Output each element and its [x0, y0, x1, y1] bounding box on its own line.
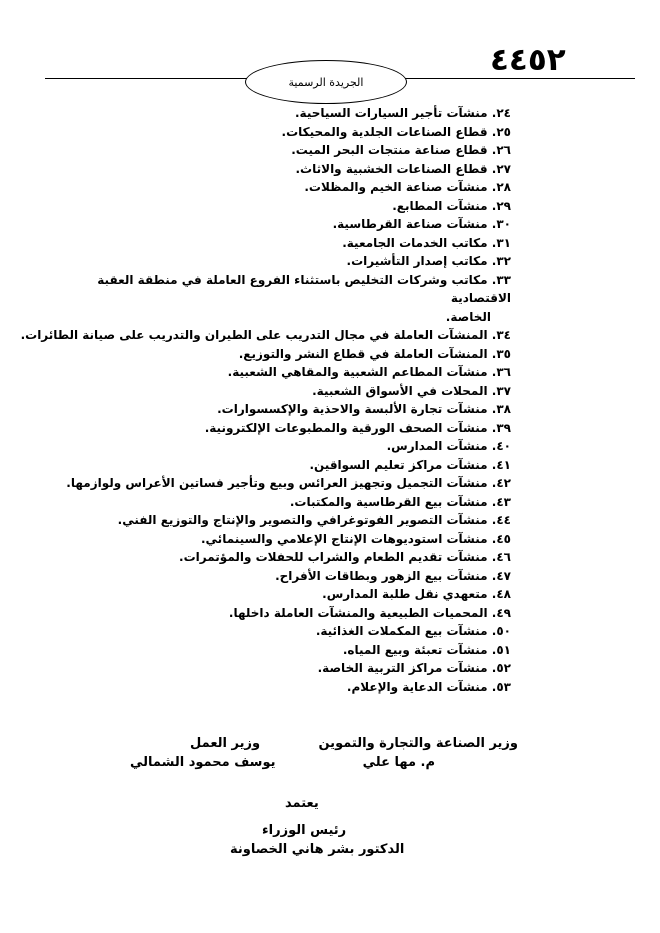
item-number: ٣٨	[496, 402, 511, 416]
list-item	[81, 141, 511, 160]
item-text: منشآت مراكز تعليم السواقين.	[309, 457, 488, 472]
item-separator: .	[487, 180, 497, 194]
item-separator: .	[487, 679, 497, 694]
item-separator: .	[487, 402, 497, 416]
item-text: منشآت استوديوهات الإنتاج الإعلامي والسينمائي.	[200, 531, 488, 546]
item-text: منشآت تقديم الطعام والشراب للحفلات والمؤتمرات.	[179, 550, 488, 564]
list-item	[81, 234, 511, 253]
item-separator: .	[487, 457, 497, 472]
item-text: منشآت صناعة القرطاسية.	[332, 217, 488, 231]
item-text: منشآت تعبئة وبيع المياه.	[342, 642, 488, 657]
item-text: منشآت بيع القرطاسية والمكتبات.	[289, 494, 488, 509]
list-item	[81, 419, 511, 438]
item-number: ٤٣	[496, 494, 511, 509]
item-number: ٣٠	[496, 217, 511, 231]
item-text: المحميات الطبيعية والمنشآت العاملة داخلها.	[228, 605, 488, 620]
list-item	[81, 604, 511, 623]
list-item	[81, 215, 511, 234]
list-item	[81, 400, 511, 419]
prime-minister-title: رئيس الوزراء	[262, 823, 347, 838]
item-text: المنشآت العاملة في مجال التدريب على الطيران والتدريب على صيانة الطائرات.	[20, 328, 488, 342]
item-separator: .	[487, 328, 497, 342]
item-text-continuation: الخاصة.	[445, 309, 491, 324]
item-number: ٣١	[496, 235, 511, 250]
item-separator: .	[487, 476, 497, 490]
item-text: منشآت التصوير الفوتوغرافي والتصوير والإنتاج والتوزيع الفني.	[117, 513, 488, 527]
item-separator: .	[487, 661, 497, 675]
page-number: ٤٤٥٢	[490, 42, 566, 78]
item-separator: .	[487, 161, 497, 176]
item-separator: .	[487, 217, 497, 231]
list-item	[81, 585, 511, 604]
list-item	[81, 363, 511, 382]
item-number: ٥٣	[496, 679, 511, 694]
item-text: مكاتب إصدار التأشيرات.	[346, 254, 488, 268]
item-number: ٤٥	[496, 531, 511, 546]
item-separator: .	[487, 568, 497, 583]
item-number: ٣٧	[496, 383, 511, 398]
list-item	[81, 123, 511, 142]
item-separator: .	[487, 383, 497, 398]
item-text: المحلات في الأسواق الشعبية.	[312, 383, 488, 398]
item-number: ٣٩	[496, 420, 511, 435]
item-number: ٥٢	[496, 661, 511, 675]
list-item	[81, 160, 511, 179]
item-text: منشآت المدارس.	[386, 439, 488, 453]
item-separator: .	[487, 550, 497, 564]
minister-industry-title: وزير الصناعة والتجارة والتموين	[318, 736, 518, 751]
item-number: ٤٨	[496, 587, 511, 601]
item-text: مكاتب الخدمات الجامعية.	[342, 235, 488, 250]
list-item	[66, 474, 511, 493]
list-item	[20, 326, 511, 345]
item-text: منشآت مراكز التربية الخاصة.	[317, 661, 488, 675]
list-item	[81, 567, 511, 586]
item-separator: .	[487, 531, 497, 546]
item-separator: .	[487, 124, 497, 139]
list-item	[81, 252, 511, 271]
item-number: ٣٢	[496, 254, 511, 268]
item-text: متعهدي نقل طلبة المدارس.	[322, 587, 488, 601]
item-number: ٢٨	[496, 180, 511, 194]
list-item	[81, 530, 511, 549]
list-item	[81, 548, 511, 567]
list-item	[81, 271, 511, 327]
item-text: منشآت بيع الزهور وبطاقات الأفراح.	[275, 568, 488, 583]
item-separator: .	[487, 143, 497, 157]
item-separator: .	[487, 346, 497, 361]
list-item	[81, 437, 511, 456]
item-number: ٣٥	[496, 346, 511, 361]
item-number: ٤٢	[496, 476, 511, 490]
item-text: منشآت التجميل وتجهيز العرائس وبيع وتأجير فساتين الأعراس ولوازمها.	[66, 476, 488, 490]
item-separator: .	[487, 624, 497, 638]
item-text: قطاع صناعة منتجات البحر الميت.	[291, 143, 488, 157]
item-separator: .	[487, 513, 497, 527]
item-text: قطاع الصناعات الخشبية والاثاث.	[295, 161, 488, 176]
item-text: منشآت المطابع.	[392, 198, 488, 213]
item-separator: .	[487, 365, 497, 379]
item-separator: .	[487, 605, 497, 620]
item-number: ٥١	[496, 642, 511, 657]
item-text: منشآت تجارة الألبسة والاحذية والإكسسوارات.	[217, 402, 488, 416]
item-separator: .	[487, 254, 497, 268]
item-number: ٣٤	[496, 328, 511, 342]
list-item	[81, 104, 511, 123]
item-separator: .	[487, 420, 497, 435]
gazette-title-ellipse	[245, 60, 407, 104]
item-separator: .	[487, 439, 497, 453]
item-separator: .	[487, 106, 497, 120]
item-separator: .	[487, 272, 497, 287]
item-separator: .	[487, 198, 497, 213]
item-text: منشآت بيع المكملات الغذائية.	[315, 624, 488, 638]
item-number: ٣٣	[496, 272, 511, 287]
prime-minister-name: الدكتور بشر هاني الخصاونة	[230, 842, 405, 857]
list-item	[81, 641, 511, 660]
minister-labor-name: يوسف محمود الشمالي	[130, 755, 276, 770]
list-item	[81, 456, 511, 475]
item-number: ٤٦	[496, 550, 511, 564]
approved-label: يعتمد	[285, 796, 319, 811]
item-text: منشآت تأجير السيارات السياحية.	[295, 106, 488, 120]
item-number: ٢٧	[496, 161, 511, 176]
facility-list	[20, 104, 511, 696]
item-number: ٢٩	[496, 198, 511, 213]
list-item	[81, 622, 511, 641]
list-item	[81, 382, 511, 401]
list-item	[81, 178, 511, 197]
gazette-title: الجريدة الرسمية	[288, 75, 364, 89]
item-text: منشآت الدعاية والإعلام.	[346, 679, 488, 694]
item-number: ٢٦	[496, 143, 511, 157]
item-text: قطاع الصناعات الجلدية والمحيكات.	[281, 124, 488, 139]
item-separator: .	[487, 642, 497, 657]
item-number: ٤٤	[496, 513, 511, 527]
item-text: منشآت الصحف الورقية والمطبوعات الإلكترونية.	[204, 420, 488, 435]
item-text: مكاتب وشركات التخليص باستثناء الفروع العاملة في منطقة العقبة الاقتصادية	[97, 272, 511, 305]
item-separator: .	[487, 235, 497, 250]
item-number: ٢٥	[496, 124, 511, 139]
item-number: ٤١	[496, 457, 511, 472]
list-item	[81, 345, 511, 364]
list-item	[81, 659, 511, 678]
item-text: منشآت صناعة الخيم والمظلات.	[304, 180, 488, 194]
item-number: ٤٠	[496, 439, 511, 453]
item-number: ٣٦	[496, 365, 511, 379]
list-item	[81, 678, 511, 697]
item-number: ٤٧	[496, 568, 511, 583]
list-item	[81, 511, 511, 530]
item-text: المنشآت العاملة في قطاع النشر والتوزيع.	[238, 346, 488, 361]
item-text: منشآت المطاعم الشعبية والمقاهي الشعبية.	[227, 365, 488, 379]
item-number: ٤٩	[496, 605, 511, 620]
item-separator: .	[487, 587, 497, 601]
item-number: ٥٠	[496, 624, 511, 638]
item-separator: .	[487, 494, 497, 509]
list-item	[81, 197, 511, 216]
minister-labor-title: وزير العمل	[190, 736, 261, 751]
item-number: ٢٤	[496, 106, 511, 120]
minister-industry-name: م. مها علي	[362, 755, 435, 770]
list-item	[81, 493, 511, 512]
